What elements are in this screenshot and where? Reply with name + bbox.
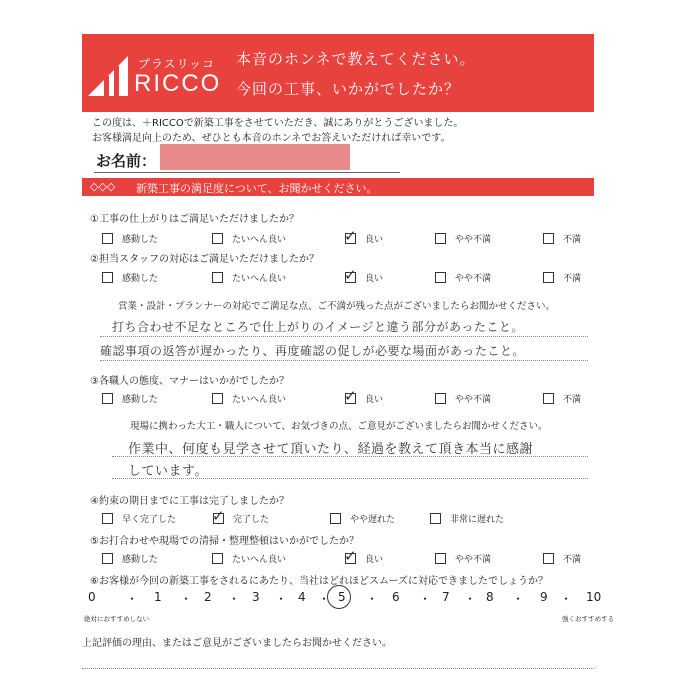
scale-number[interactable]: 10 — [586, 590, 602, 604]
checkbox[interactable] — [543, 553, 554, 564]
q2-option-3[interactable]: ✓ 良い — [344, 266, 384, 284]
q5-option-3[interactable]: ✓ 良い — [344, 547, 384, 565]
q2-option-2[interactable]: たいへん良い — [212, 271, 286, 284]
scale-number[interactable]: 2 — [204, 590, 212, 604]
logo-name: RICCO — [134, 70, 222, 97]
checkbox[interactable] — [435, 233, 446, 244]
scale-dot: ・ — [419, 592, 432, 606]
scale-dot: ・ — [512, 592, 525, 606]
intro-line-2: お客様満足向上のため、ぜひとも本音のホンネでお答えいただければ幸いです。 — [92, 133, 451, 144]
q2-answer-line-1: 打ち合わせ不足なところで仕上がりのイメージと違う部分があったこと。 — [112, 320, 524, 334]
q3-option-4[interactable]: やや不満 — [435, 392, 491, 405]
q2-option-5[interactable]: 不満 — [543, 271, 581, 284]
scale-dot: ・ — [366, 592, 379, 606]
checkbox[interactable] — [435, 393, 446, 404]
checkbox[interactable] — [102, 272, 113, 283]
q2-option-4[interactable]: やや不満 — [435, 271, 491, 284]
name-label: お名前： — [96, 152, 157, 170]
scale-dot: ・ — [228, 592, 241, 606]
q4-option-2[interactable]: ✓ 完了した — [212, 507, 270, 525]
q3-sub-text: 現場に携わった大工・職人について、お気づきの点、ご意見がございましたらお聞かせください。 — [130, 421, 548, 432]
checkbox[interactable] — [102, 553, 113, 564]
q4-option-3[interactable]: やや遅れた — [330, 512, 395, 525]
checkbox[interactable] — [543, 272, 554, 283]
scale-number[interactable]: 4 — [298, 590, 306, 604]
scale-dot: ・ — [560, 592, 573, 606]
scale-number[interactable]: 0 — [88, 590, 96, 604]
q3-option-5[interactable]: 不満 — [543, 392, 581, 405]
checkbox[interactable] — [212, 553, 223, 564]
ricco-logo-icon — [88, 56, 128, 96]
scale-number[interactable]: 8 — [486, 590, 494, 604]
check-icon: ✓ — [344, 387, 357, 405]
q3-answer-line-1: 作業中、何度も見学させて頂いたり、経過を教えて頂き本当に感謝 — [128, 442, 534, 457]
q1-option-1[interactable]: 感動した — [102, 232, 158, 245]
q1-option-2[interactable]: たいへん良い — [212, 232, 286, 245]
q3-option-2[interactable]: たいへん良い — [212, 392, 286, 405]
q5-text: ⑤お打合わせや現場での清掃・整理整頓はいかがでしたか？ — [90, 536, 359, 547]
name-underline — [94, 172, 400, 173]
logo-kana: プラスリッコ — [138, 57, 216, 71]
check-icon: ✓ — [344, 547, 357, 565]
q3-answer-line-2: しています。 — [128, 464, 208, 479]
selected-rating-circle — [327, 585, 351, 609]
checkbox-checked[interactable] — [212, 507, 225, 525]
checkbox-checked[interactable] — [344, 266, 357, 284]
intro-line-1: この度は、＋RICCOで新築工事をさせていただき、誠にありがとうございました。 — [92, 118, 464, 129]
checkbox[interactable] — [102, 513, 113, 524]
check-icon: ✓ — [344, 266, 357, 284]
q5-option-4[interactable]: やや不満 — [435, 552, 491, 565]
checkbox[interactable] — [435, 553, 446, 564]
scale-left-label: 絶対におすすめしない — [84, 615, 150, 623]
section-marks: ◇◇◇ — [90, 180, 116, 193]
scale-dot: ・ — [126, 592, 139, 606]
q6-text: ⑥お客様が今回の新築工事をされるにあたり、当社はどれほどスムーズに対応できましたでしょうか？ — [90, 576, 548, 587]
q4-text: ④約束の期日までに工事は完了しましたか？ — [90, 496, 289, 507]
checkbox[interactable] — [543, 233, 554, 244]
banner-line-1: 本音のホンネで教えてください。 — [236, 50, 476, 68]
scale-dot: ・ — [275, 592, 288, 606]
banner-line-2: 今回の工事、いかがでしたか？ — [236, 80, 461, 98]
q1-option-4[interactable]: やや不満 — [435, 232, 491, 245]
name-redacted — [160, 144, 350, 170]
checkbox[interactable] — [543, 393, 554, 404]
answer-rule — [112, 478, 588, 479]
checkbox-checked[interactable] — [344, 547, 357, 565]
scale-number[interactable]: 7 — [442, 590, 450, 604]
checkbox[interactable] — [212, 393, 223, 404]
scale-dot: ・ — [318, 592, 331, 606]
checkbox-checked[interactable] — [344, 227, 357, 245]
checkbox-checked[interactable] — [344, 387, 357, 405]
section-header — [82, 178, 594, 196]
answer-rule — [100, 336, 588, 337]
q2-text: ②担当スタッフの対応はご満足いただけましたか？ — [90, 254, 319, 265]
q4-option-1[interactable]: 早く完了した — [102, 512, 176, 525]
checkbox[interactable] — [330, 513, 341, 524]
q2-answer-line-2: 確認事項の返答が遅かったり、再度確認の促しが必要な場面があったこと。 — [100, 344, 525, 358]
q4-option-4[interactable]: 非常に遅れた — [430, 512, 504, 525]
q3-text: ③各職人の態度、マナーはいかがでしたか？ — [90, 376, 289, 387]
scale-number[interactable]: 6 — [392, 590, 400, 604]
scale-number[interactable]: 1 — [154, 590, 162, 604]
footer-text: 上記評価の理由、またはご意見がございましたらお聞かせください。 — [82, 638, 392, 649]
header-banner — [82, 34, 594, 112]
checkbox[interactable] — [435, 272, 446, 283]
checkbox[interactable] — [102, 393, 113, 404]
scale-number[interactable]: 3 — [252, 590, 260, 604]
q3-option-1[interactable]: 感動した — [102, 392, 158, 405]
q2-sub-text: 営業・設計・プランナーの対応でご満足な点、ご不満が残った点がございましたらお聞かせください。 — [118, 301, 556, 312]
checkbox[interactable] — [212, 272, 223, 283]
q5-option-1[interactable]: 感動した — [102, 552, 158, 565]
q5-option-2[interactable]: たいへん良い — [212, 552, 286, 565]
checkbox[interactable] — [212, 233, 223, 244]
checkbox[interactable] — [430, 513, 441, 524]
q2-option-1[interactable]: 感動した — [102, 271, 158, 284]
checkbox[interactable] — [102, 233, 113, 244]
q5-option-5[interactable]: 不満 — [543, 552, 581, 565]
check-icon: ✓ — [212, 507, 225, 525]
q3-option-3[interactable]: ✓ 良い — [344, 387, 384, 405]
check-icon: ✓ — [344, 227, 357, 245]
q1-option-3[interactable]: ✓ 良い — [344, 227, 384, 245]
scale-dot: ・ — [180, 592, 193, 606]
answer-rule — [112, 456, 588, 457]
scale-number[interactable]: 9 — [540, 590, 548, 604]
q1-text: ①工事の仕上がりはご満足いただけましたか？ — [90, 214, 299, 225]
q1-option-5[interactable]: 不満 — [543, 232, 581, 245]
answer-rule — [100, 360, 588, 361]
section-title: 新築工事の満足度について、お聞かせください。 — [136, 182, 378, 195]
scale-dot: ・ — [464, 592, 477, 606]
scale-number[interactable]: 5 — [338, 590, 346, 604]
answer-rule — [82, 668, 594, 669]
scale-right-label: 強くおすすめする — [562, 615, 615, 623]
